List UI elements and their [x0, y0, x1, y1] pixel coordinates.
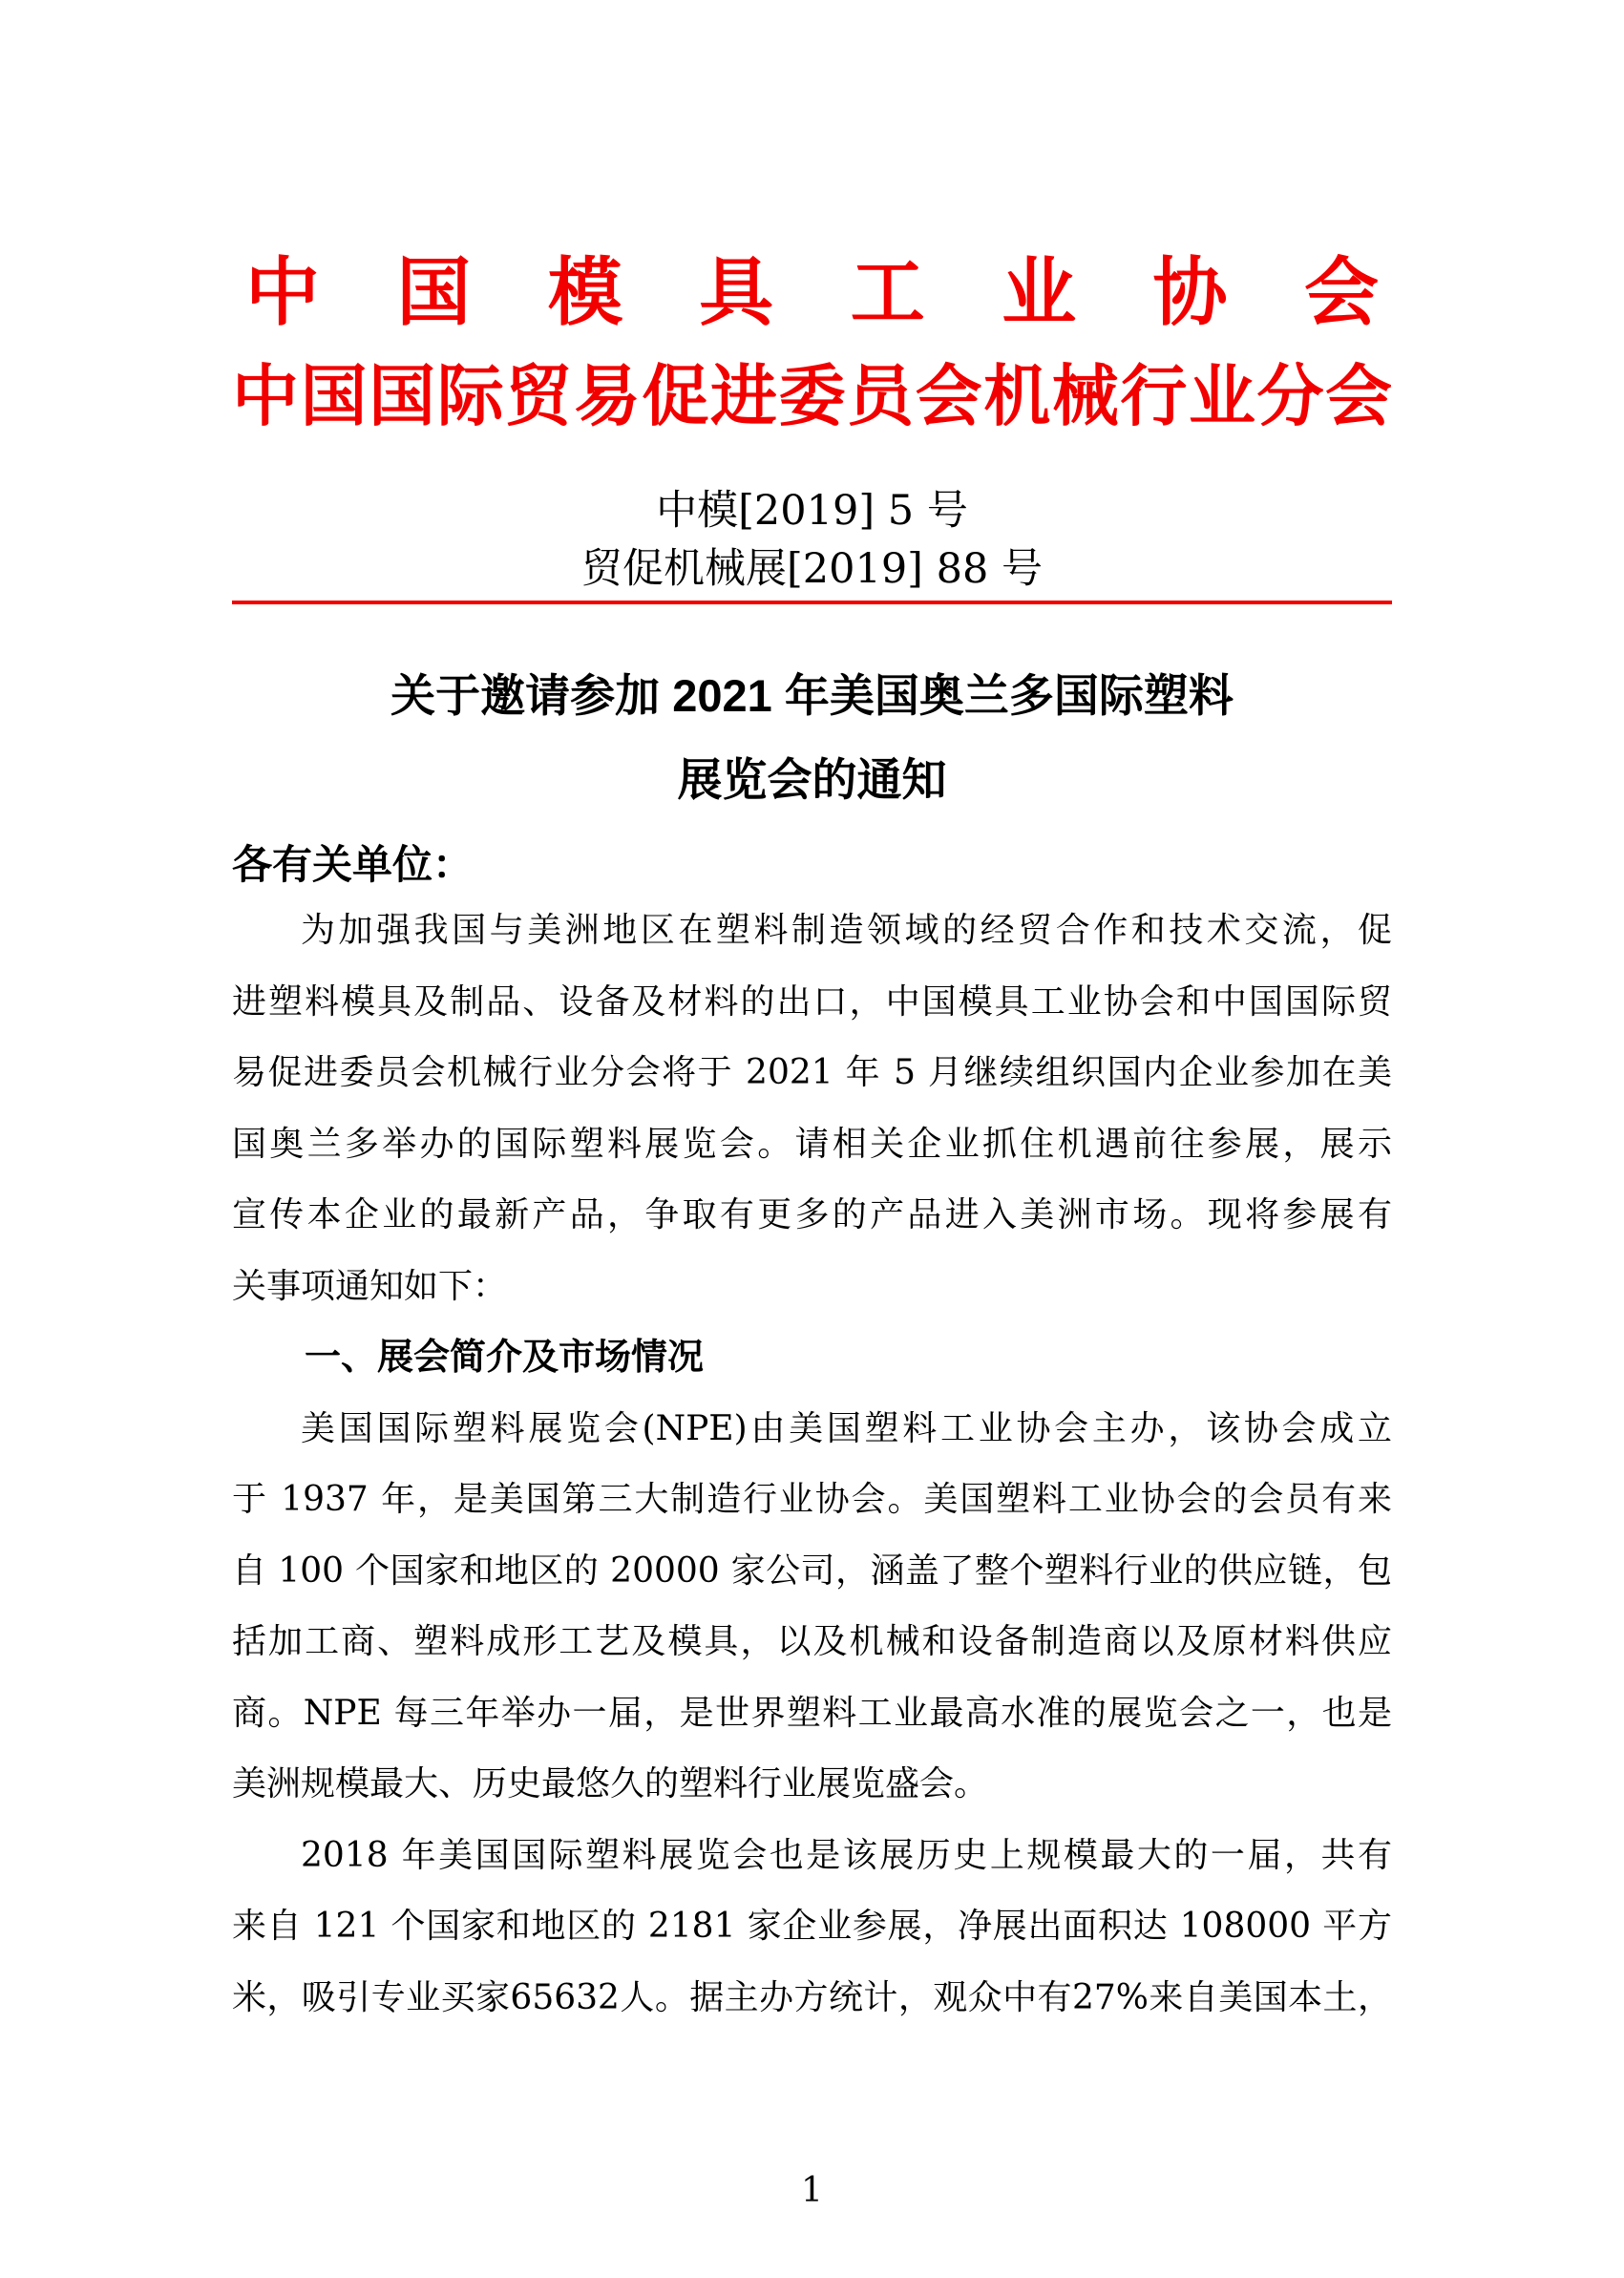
doc-number-line: 贸促机械展[2019] 88 号 [580, 545, 1044, 593]
salutation: 各有关单位： [232, 842, 474, 887]
org-name-char: 易 [573, 356, 641, 435]
body-line: 于 1937 年，是美国第三大制造行业协会。美国塑料工业协会的会员有来 [232, 1480, 1392, 1519]
body-line: 2018 年美国国际塑料展览会也是该展历史上规模最大的一届，共有 [301, 1835, 1392, 1875]
org-name-char: 促 [642, 356, 709, 435]
org-name-char: 协 [1152, 249, 1228, 336]
org-name-char: 分 [1256, 356, 1324, 435]
doc-number-line: 中模[2019] 5 号 [656, 487, 968, 535]
body-line: 美国国际塑料展览会(NPE)由美国塑料工业协会主办，该协会成立 [301, 1408, 1392, 1448]
body-line: 国奥兰多举办的国际塑料展览会。请相关企业抓住机遇前往参展，展示 [232, 1124, 1392, 1164]
body-line: 括加工商、塑料成形工艺及模具，以及机械和设备制造商以及原材料供应 [232, 1622, 1392, 1661]
org-name-char: 国 [300, 356, 368, 435]
body-line: 自 100 个国家和地区的 20000 家公司，涵盖了整个塑料行业的供应链，包 [232, 1550, 1392, 1591]
notice-title-line2: 展览会的通知 [677, 754, 947, 805]
org-name-char: 机 [983, 356, 1051, 435]
body-line: 宣传本企业的最新产品，争取有更多的产品进入美洲市场。现将参展有 [232, 1195, 1392, 1234]
org-name-char: 模 [547, 249, 622, 336]
org-name-char: 中 [232, 356, 299, 435]
body-line: 商。NPE 每三年举办一届，是世界塑料工业最高水准的展览会之一，也是 [232, 1693, 1392, 1733]
org-name-line1 [232, 249, 1392, 336]
body-line: 易促进委员会机械行业分会将于 2021 年 5 月继续组织国内企业参加在美 [232, 1053, 1392, 1092]
body-line: 来自 121 个国家和地区的 2181 家企业参展，净展出面积达 108000 平方 [232, 1907, 1392, 1946]
org-name-char: 行 [1120, 356, 1188, 435]
doc-number-list [232, 482, 1392, 599]
notice-title-line1: 关于邀请参加 2021 年美国奥兰多国际塑料 [390, 670, 1234, 721]
org-name-char: 会 [1325, 356, 1392, 435]
org-name-char: 员 [847, 356, 915, 435]
org-name-char: 业 [1002, 249, 1077, 336]
org-name-char: 工 [850, 249, 925, 336]
org-name-char: 中 [245, 249, 321, 336]
org-name-char: 委 [778, 356, 846, 435]
org-name-char: 具 [699, 249, 774, 336]
body-line: 为加强我国与美洲地区在塑料制造领域的经贸合作和技术交流，促 [301, 911, 1392, 950]
org-name-char: 际 [436, 356, 504, 435]
page-number: 1 [801, 2171, 823, 2210]
section-heading: 一、展会简介及市场情况 [305, 1338, 705, 1378]
org-name-char: 会 [1303, 249, 1379, 336]
org-name-line2 [232, 355, 1392, 437]
org-name-char: 贸 [505, 356, 573, 435]
org-name-char: 国 [396, 249, 472, 336]
body-text [232, 896, 1392, 2034]
body-line: 关事项通知如下： [232, 1266, 508, 1306]
body-line: 美洲规模最大、历史最悠久的塑料行业展览盛会。 [232, 1764, 989, 1803]
org-name-char: 国 [369, 356, 436, 435]
body-line: 进塑料模具及制品、设备及材料的出口，中国模具工业协会和中国国际贸 [232, 981, 1392, 1022]
org-name-char: 业 [1188, 356, 1255, 435]
org-name-char: 进 [709, 356, 777, 435]
org-name-char: 械 [1051, 356, 1119, 435]
body-line: 米，吸引专业买家65632人。据主办方统计，观众中有27%来自美国本土， [232, 1977, 1392, 2017]
org-name-char: 会 [915, 356, 982, 435]
letterhead-divider [232, 601, 1392, 604]
